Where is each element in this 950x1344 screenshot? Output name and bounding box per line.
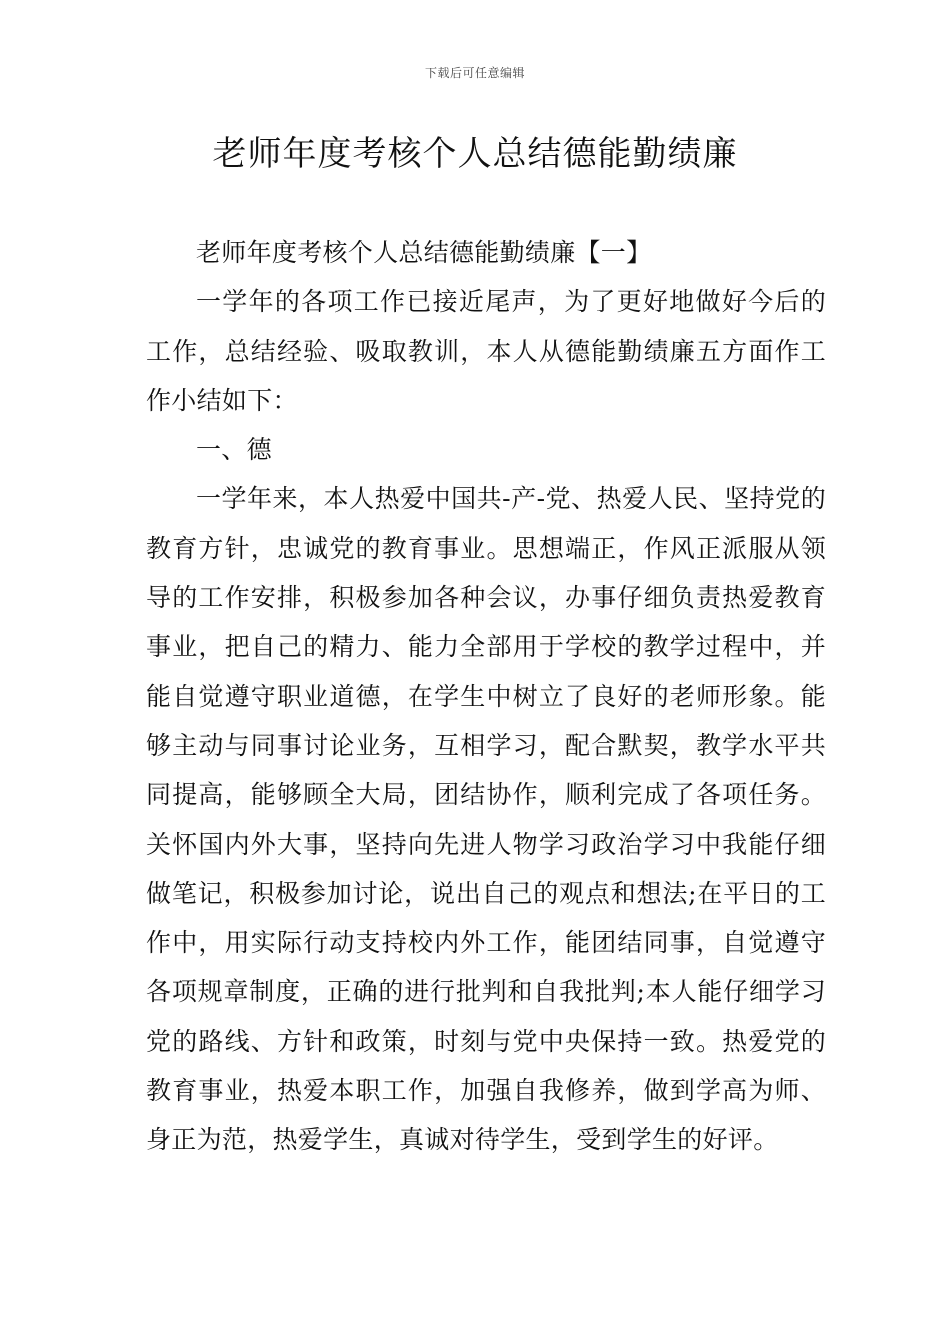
section-heading: 老师年度考核个人总结德能勤绩廉【一】	[196, 238, 652, 267]
header-note: 下载后可任意编辑	[424, 66, 525, 80]
intro-paragraph: 一学年的各项工作已接近尾声，为了更好地做好今后的工作，总结经验、吸取教训，本人从德能勤绩廉五方面作工作小结如下：	[146, 287, 826, 415]
subsection-heading-de: 一、德	[196, 435, 272, 465]
document-title: 老师年度考核个人总结德能勤绩廉	[212, 134, 738, 174]
document-body	[146, 228, 826, 1165]
body-paragraph-de: 一学年来，本人热爱中国共-产-党、热爱人民、坚持党的教育方针，忠诚党的教育事业。思想端正，作风正派服从领导的工作安排，积极参加各种会议，办事仔细负责热爱教育事业，把自己的精力、能力全部用于学校的教学过程中，并能自觉遵守职业道德，在学生中树立了良好的老师形象。能够主动与同事讨论业务，互相学习，配合默契，教学水平共同提高，能够顾全大局，团结协作，顺利完成了各项任务。关怀国内外大事，坚持向先进人物学习政治学习中我能仔细做笔记，积极参加讨论，说出自己的观点和想法;在平日的工作中，用实际行动支持校内外工作，能团结同事，自觉遵守各项规章制度，正确的进行批判和自我批判;本人能仔细学习党的路线、方针和政策，时刻与党中央保持一致。热爱党的教育事业，热爱本职工作，加强自我修养，做到学高为师、身正为范，热爱学生，真诚对待学生，受到学生的好评。	[146, 484, 826, 1155]
